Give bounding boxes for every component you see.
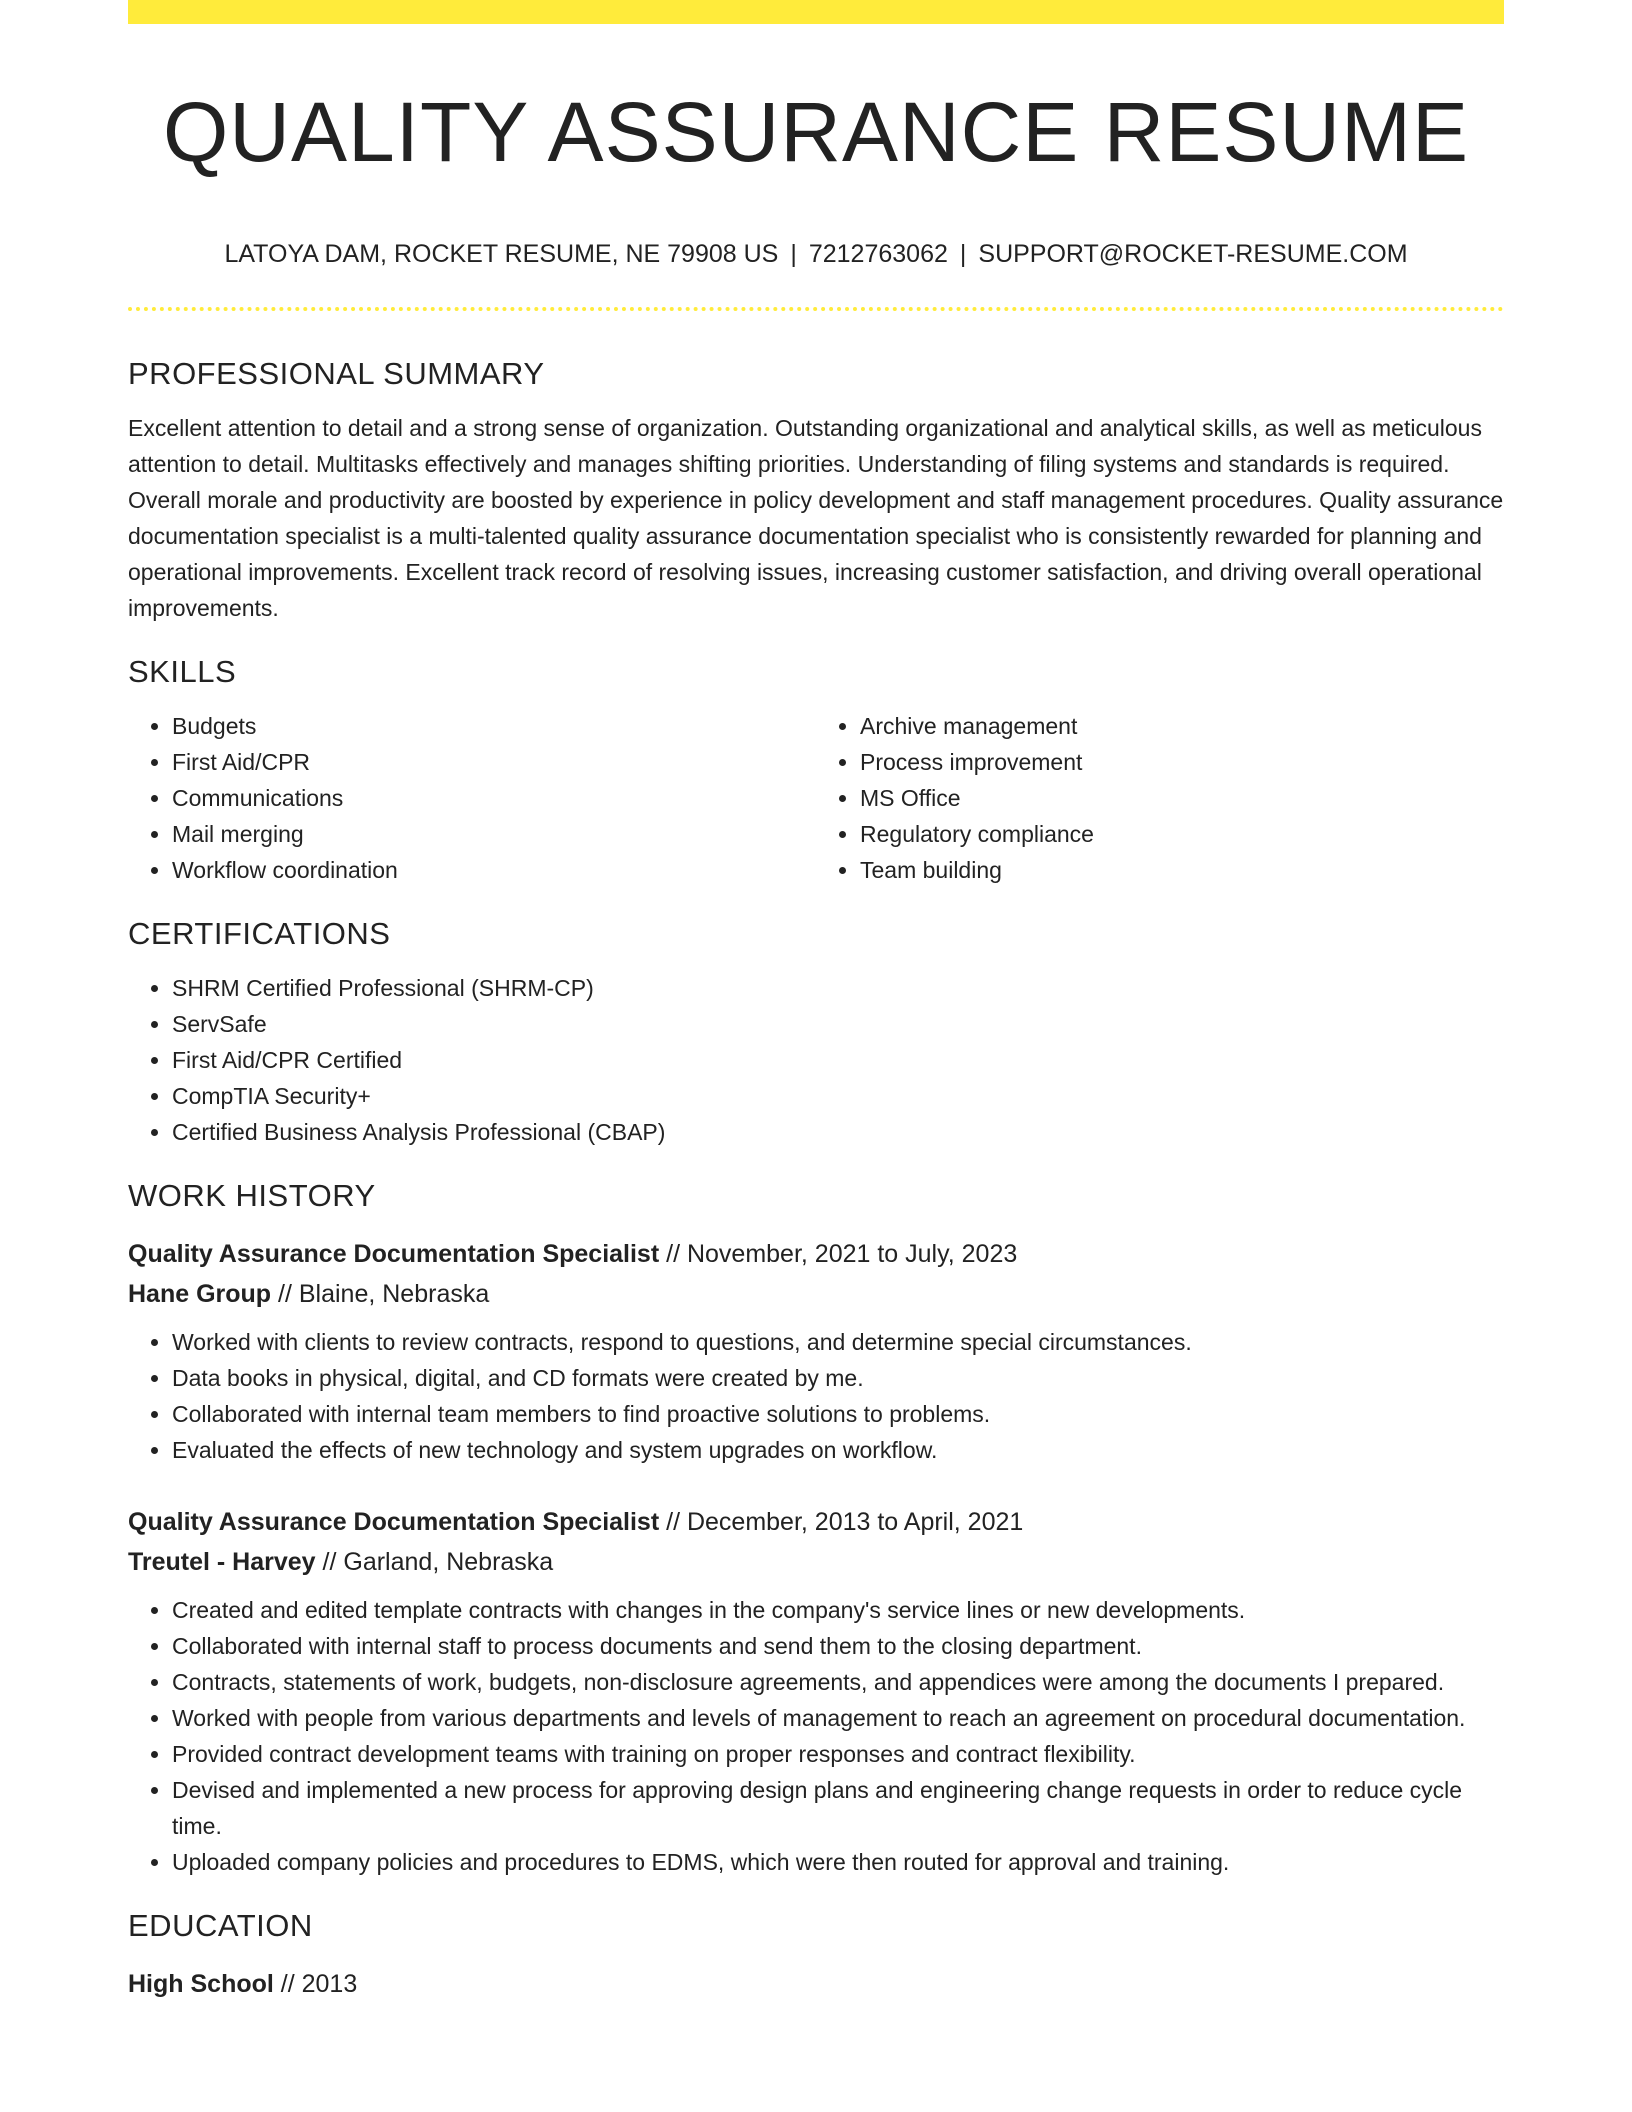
skills-left-list <box>128 708 816 888</box>
dotted-divider <box>128 307 1504 311</box>
accent-top-bar <box>128 0 1504 24</box>
skill-item: • Workflow coordination <box>172 852 816 888</box>
skill-item: • Regulatory compliance <box>860 816 1504 852</box>
job-bullet: • Data books in physical, digital, and CD formats were created by me. <box>172 1360 1504 1396</box>
job-company: Treutel - Harvey <box>128 1548 316 1576</box>
education-heading: EDUCATION <box>128 1908 313 1943</box>
job-title: Quality Assurance Documentation Specialist <box>128 1240 660 1268</box>
skill-item: • First Aid/CPR <box>172 744 816 780</box>
job-bullet: • Evaluated the effects of new technology and system upgrades on workflow. <box>172 1432 1504 1468</box>
contact-address: LATOYA DAM, ROCKET RESUME, NE 79908 US <box>224 240 779 268</box>
certification-item: • CompTIA Security+ <box>172 1078 1504 1114</box>
contact-separator: | <box>790 240 797 268</box>
certification-item: • ServSafe <box>172 1006 1504 1042</box>
job-bullet: • Collaborated with internal team members to find proactive solutions to problems. <box>172 1396 1504 1432</box>
job-title: Quality Assurance Documentation Specialist <box>128 1508 660 1536</box>
contact-phone: 7212763062 <box>808 240 948 268</box>
job-company-line <box>128 1542 1504 1582</box>
contact-line <box>128 236 1504 272</box>
summary-text: Excellent attention to detail and a strong sense of organization. Outstanding organizational and analytical skills, as well as meticulous attention to detail. Multitasks effectively and manages shifting priorities. Understanding of filing systems and standards is required. Overall morale and productivity are boosted by experience in policy development and staff management procedures. Quality assurance documentation specialist is a multi-talented quality assurance documentation specialist who is consistently rewarded for planning and operational improvements. Excellent track record of resolving issues, increasing customer satisfaction, and driving overall operational improvements. <box>128 415 1504 621</box>
job-bullet: • Created and edited template contracts with changes in the company's service lines or new developments. <box>172 1592 1504 1628</box>
job-bullet: • Contracts, statements of work, budgets, non-disclosure agreements, and appendices were among the documents I prepared. <box>172 1664 1504 1700</box>
job-company: Hane Group <box>128 1280 272 1308</box>
work-history-heading: WORK HISTORY <box>128 1178 376 1213</box>
skill-item: • MS Office <box>860 780 1504 816</box>
job-bullet: • Worked with clients to review contracts, respond to questions, and determine special circumstances. <box>172 1324 1504 1360</box>
certifications-list <box>128 970 1504 1150</box>
certifications-heading: CERTIFICATIONS <box>128 916 391 951</box>
summary-heading: PROFESSIONAL SUMMARY <box>128 356 545 391</box>
job-spacer <box>128 1468 1504 1502</box>
skills-section <box>128 650 1504 888</box>
skill-item: • Budgets <box>172 708 816 744</box>
job-bullet-list <box>128 1592 1504 1880</box>
resume-body <box>128 352 1504 2004</box>
skills-heading: SKILLS <box>128 654 237 689</box>
job-entry <box>128 1502 1504 1582</box>
skills-right-list <box>816 708 1504 888</box>
job-title-line <box>128 1234 1504 1274</box>
job-bullet: • Worked with people from various departments and levels of management to reach an agreement on procedural documentation. <box>172 1700 1504 1736</box>
job-location: // Garland, Nebraska <box>322 1548 554 1576</box>
job-location: // Blaine, Nebraska <box>278 1280 490 1308</box>
job-entry <box>128 1234 1504 1314</box>
job-bullet: • Collaborated with internal staff to process documents and send them to the closing department. <box>172 1628 1504 1664</box>
job-bullet: • Devised and implemented a new process for approving design plans and engineering change requests in order to reduce cycle time. <box>172 1772 1504 1844</box>
education-year: // 2013 <box>280 1970 358 1998</box>
job-bullet-list <box>128 1324 1504 1468</box>
job-title-line <box>128 1502 1504 1542</box>
skill-item: • Team building <box>860 852 1504 888</box>
skill-item: • Mail merging <box>172 816 816 852</box>
resume-title: QUALITY ASSURANCE RESUME <box>162 85 1470 179</box>
certification-item: • Certified Business Analysis Professional (CBAP) <box>172 1114 1504 1150</box>
job-company-line <box>128 1274 1504 1314</box>
education-school: High School <box>128 1970 274 1998</box>
skill-item: • Archive management <box>860 708 1504 744</box>
contact-separator: | <box>959 240 967 268</box>
job-dates: // November, 2021 to July, 2023 <box>666 1240 1018 1268</box>
skill-item: • Process improvement <box>860 744 1504 780</box>
job-bullet: • Uploaded company policies and procedures to EDMS, which were then routed for approval and training. <box>172 1844 1504 1880</box>
contact-email: SUPPORT@ROCKET-RESUME.COM <box>978 240 1408 268</box>
work-history-section <box>128 1174 1504 1880</box>
skill-item: • Communications <box>172 780 816 816</box>
job-dates: // December, 2013 to April, 2021 <box>666 1508 1024 1536</box>
education-entry <box>128 1964 1504 2004</box>
certification-item: • SHRM Certified Professional (SHRM-CP) <box>172 970 1504 1006</box>
certification-item: • First Aid/CPR Certified <box>172 1042 1504 1078</box>
skills-columns <box>128 708 1504 888</box>
job-bullet: • Provided contract development teams with training on proper responses and contract flexibility. <box>172 1736 1504 1772</box>
certifications-section <box>128 912 1504 1150</box>
education-section <box>128 1904 1504 2004</box>
